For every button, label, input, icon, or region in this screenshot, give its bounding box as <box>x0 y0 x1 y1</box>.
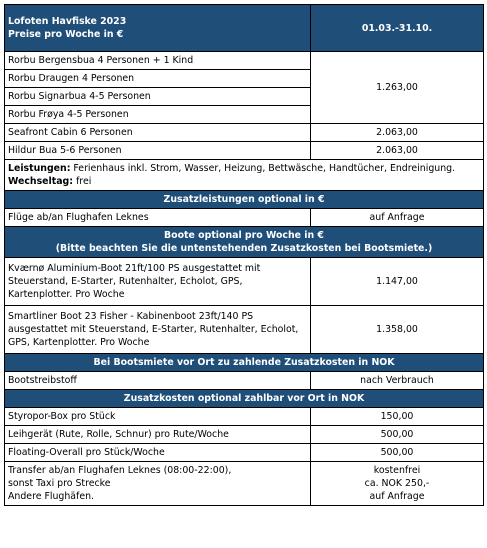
transfer-label-line: Transfer ab/an Flughafen Leknes (08:00-22:00), <box>8 465 232 476</box>
header-period: 01.03.-31.10. <box>311 5 484 52</box>
transfer-label-line: sonst Taxi pro Strecke <box>8 478 111 489</box>
table-row <box>5 52 484 70</box>
row-value: 1.358,00 <box>311 306 484 354</box>
section-header-boats <box>5 227 484 258</box>
section-title: Zusatzkosten optional zahlbar vor Ort in NOK <box>5 390 484 408</box>
leistungen-label: Leistungen: <box>8 163 71 174</box>
transfer-value-line: auf Anfrage <box>369 491 425 502</box>
row-value: 500,00 <box>311 444 484 462</box>
section-title: Zusatzleistungen optional in € <box>5 191 484 209</box>
info-cell <box>5 160 484 191</box>
section-header-local <box>5 390 484 408</box>
table-row <box>5 444 484 462</box>
row-label: Styropor-Box pro Stück <box>5 408 311 426</box>
section-title: Bei Bootsmiete vor Ort zu zahlende Zusatzkosten in NOK <box>5 354 484 372</box>
row-label: Floating-Overall pro Stück/Woche <box>5 444 311 462</box>
table-row <box>5 426 484 444</box>
table-row <box>5 209 484 227</box>
accommodation-price: 2.063,00 <box>311 142 484 160</box>
row-value: nach Verbrauch <box>311 372 484 390</box>
transfer-value-line: ca. NOK 250,- <box>364 478 430 489</box>
accommodation-group-price: 1.263,00 <box>311 52 484 124</box>
info-row <box>5 160 484 191</box>
row-label: Flüge ab/an Flughafen Leknes <box>5 209 311 227</box>
table-row <box>5 408 484 426</box>
transfer-value-line: kostenfrei <box>373 465 421 476</box>
wechseltag-value: frei <box>73 176 92 187</box>
table-row <box>5 258 484 306</box>
header-title-cell <box>5 5 311 52</box>
row-value: 500,00 <box>311 426 484 444</box>
transfer-label-line: Andere Flughäfen. <box>8 491 95 502</box>
wechseltag-label: Wechseltag: <box>8 176 74 187</box>
row-label: Smartliner Boot 23 Fisher - Kabinenboot 23ft/140 PS ausgestattet mit Steuerstand, E-Starter, Rutenhalter, Echolot, GPS, Kartenplotter. Pro Woche <box>5 306 311 354</box>
section-title-cell <box>5 227 484 258</box>
accommodation-name: Seafront Cabin 6 Personen <box>5 124 311 142</box>
price-table-container <box>4 4 484 506</box>
row-label: Kværnø Aluminium-Boot 21ft/100 PS ausgestattet mit Steuerstand, E-Starter, Rutenhalter, Echolot, GPS, Kartenplotter. Pro Woche <box>5 258 311 306</box>
row-label: Bootstreibstoff <box>5 372 311 390</box>
table-row-transfer <box>5 462 484 506</box>
accommodation-name: Rorbu Bergensbua 4 Personen + 1 Kind <box>5 52 311 70</box>
row-value: 150,00 <box>311 408 484 426</box>
section-title: Boote optional pro Woche in € <box>164 230 324 241</box>
table-row <box>5 142 484 160</box>
accommodation-name: Rorbu Draugen 4 Personen <box>5 70 311 88</box>
table-row <box>5 372 484 390</box>
table-row <box>5 306 484 354</box>
row-value: 1.147,00 <box>311 258 484 306</box>
transfer-value-cell <box>311 462 484 506</box>
section-header-boat-costs <box>5 354 484 372</box>
transfer-label-cell <box>5 462 311 506</box>
section-header-extras <box>5 191 484 209</box>
leistungen-value: Ferienhaus inkl. Strom, Wasser, Heizung, Bettwäsche, Handtücher, Endreinigung. <box>70 163 456 174</box>
accommodation-name: Rorbu Signarbua 4-5 Personen <box>5 88 311 106</box>
table-row <box>5 124 484 142</box>
header-row <box>5 5 484 52</box>
leistungen-text <box>8 162 480 175</box>
section-subtitle: (Bitte beachten Sie die untenstehenden Zusatzkosten bei Bootsmiete.) <box>55 243 433 254</box>
price-table <box>4 4 484 506</box>
wechseltag-text <box>8 175 480 188</box>
header-subtitle: Preise pro Woche in € <box>8 29 124 40</box>
row-label: Leihgerät (Rute, Rolle, Schnur) pro Rute/Woche <box>5 426 311 444</box>
accommodation-name: Hildur Bua 5-6 Personen <box>5 142 311 160</box>
row-value: auf Anfrage <box>311 209 484 227</box>
accommodation-name: Rorbu Frøya 4-5 Personen <box>5 106 311 124</box>
accommodation-price: 2.063,00 <box>311 124 484 142</box>
header-title: Lofoten Havfiske 2023 <box>8 16 127 27</box>
